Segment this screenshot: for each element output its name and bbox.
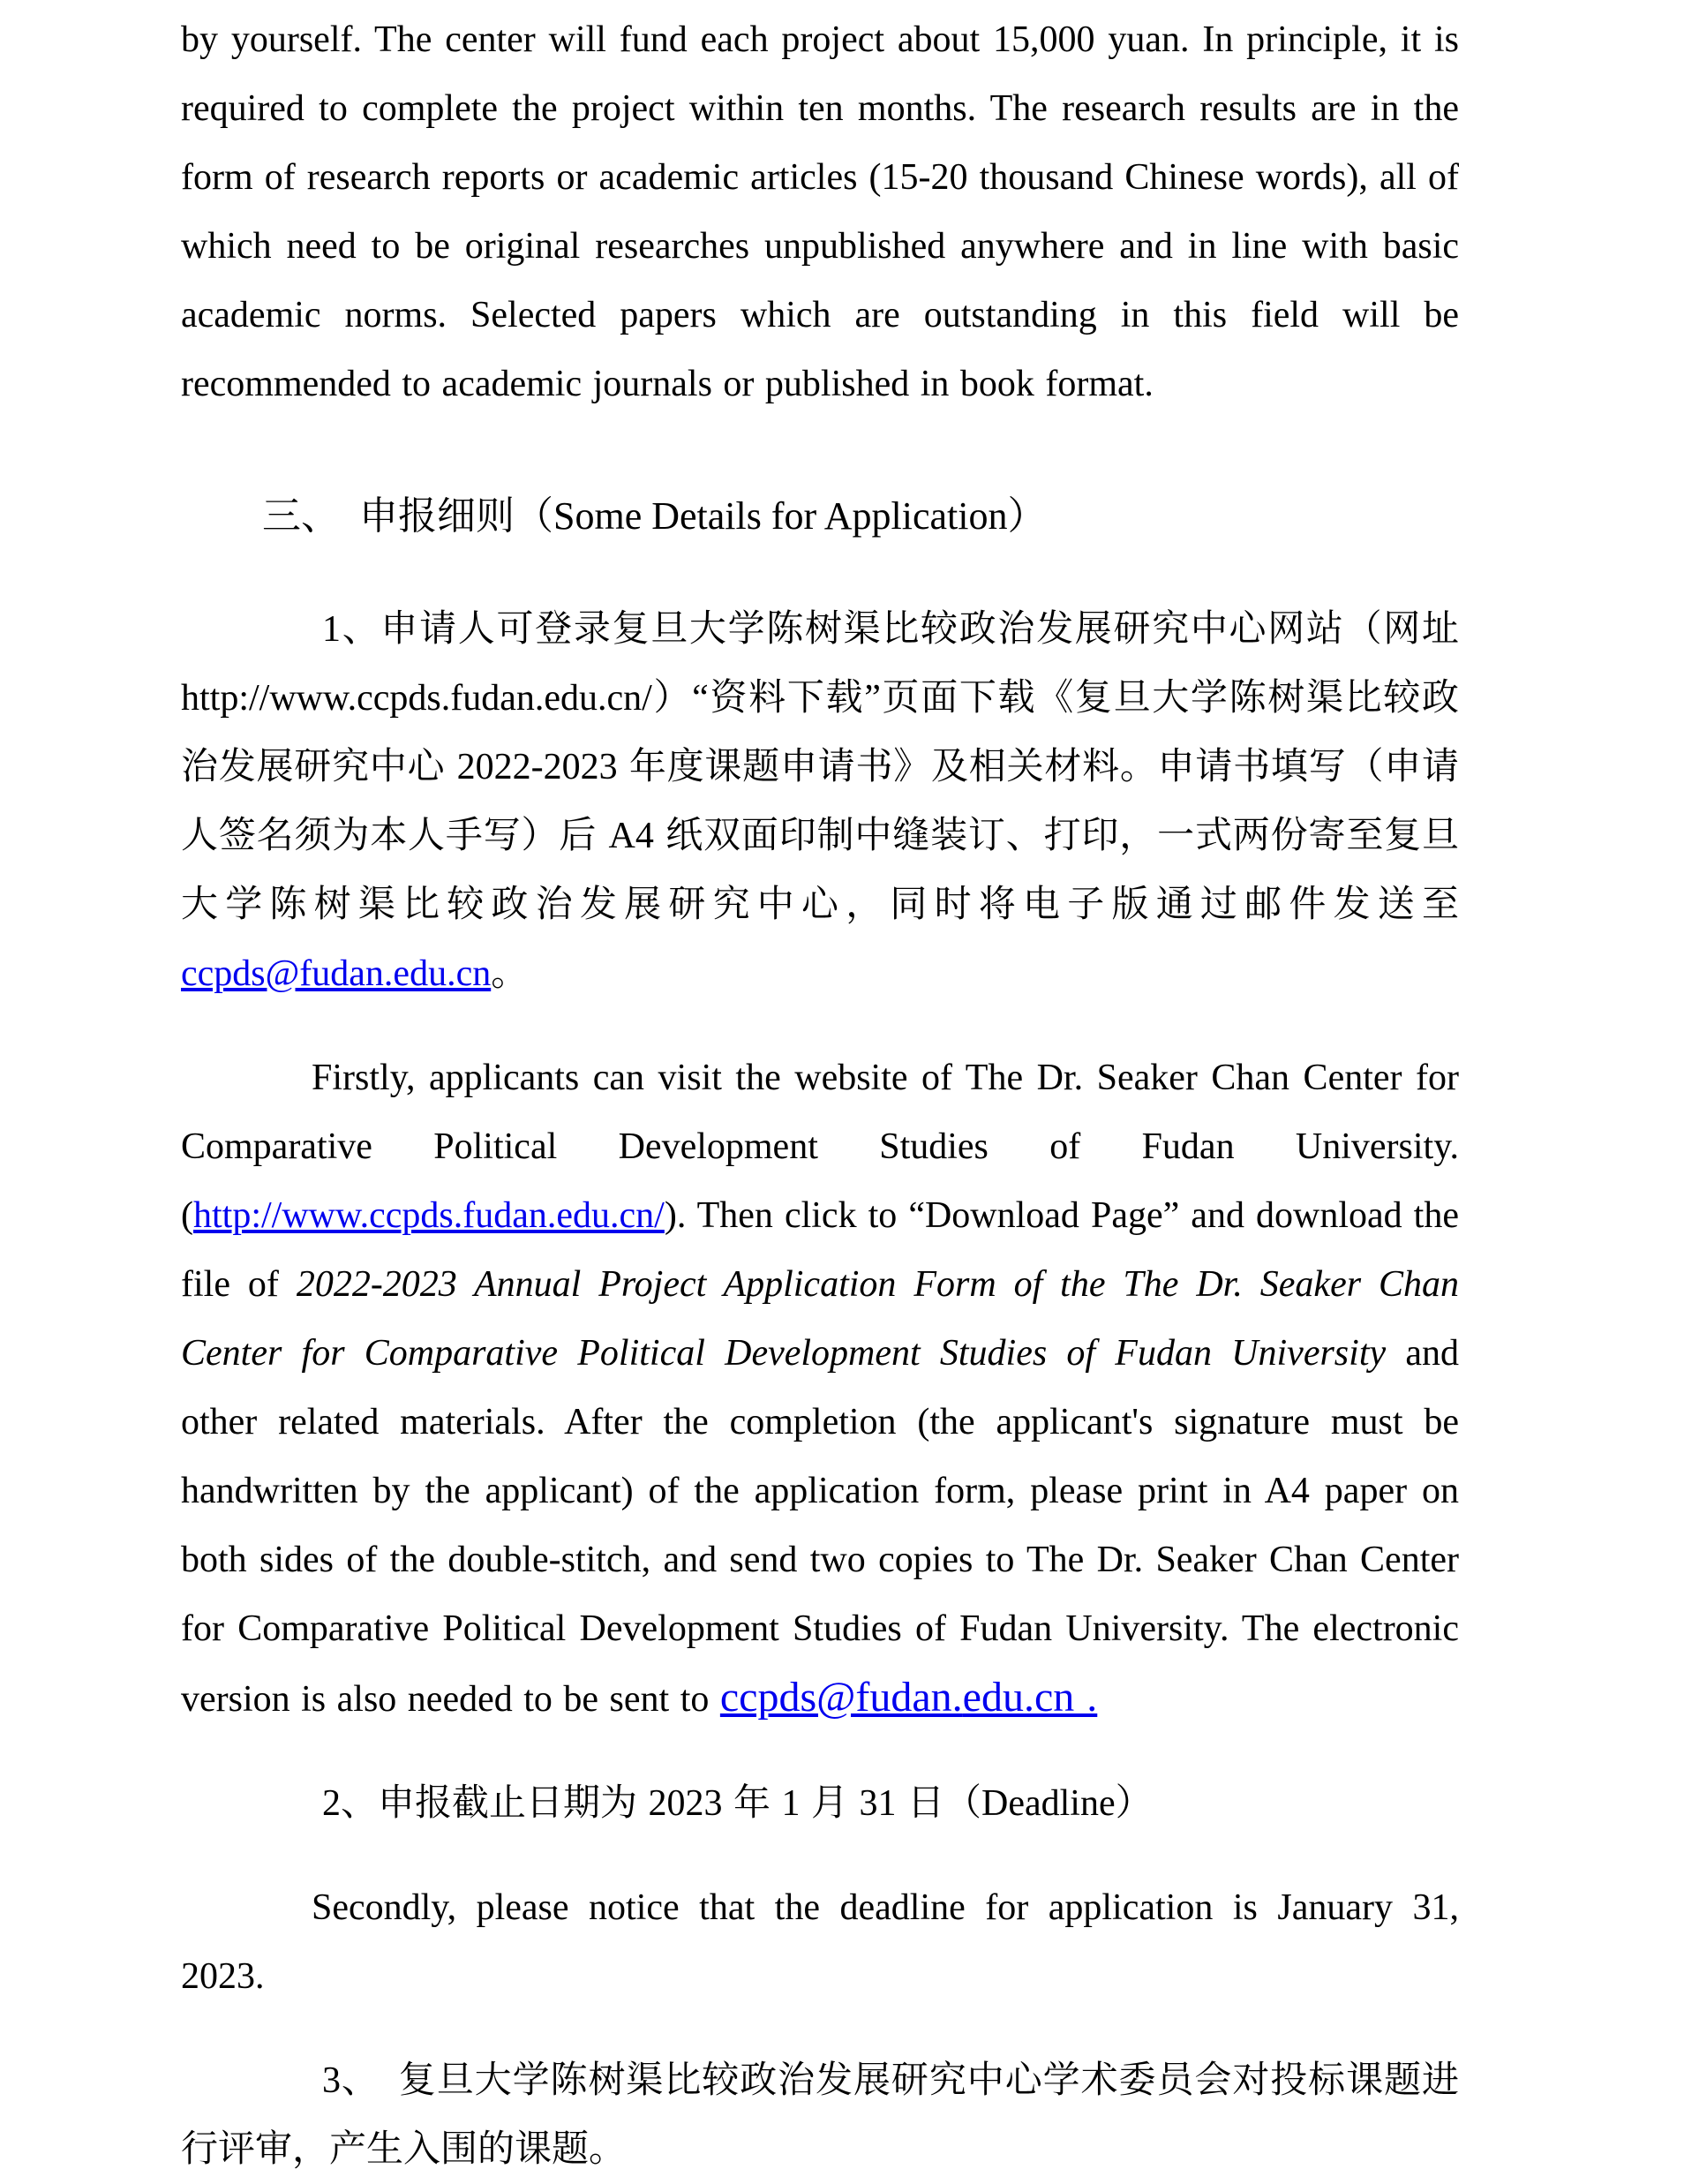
en1-text-part1: Firstly, applicants can visit the website of The Dr. Seaker Chan Center for Comparative Political Development Studies of Fudan University. ( xyxy=(181,1058,1459,1236)
en1-email-link-part1[interactable]: ccpds@fudan. xyxy=(719,1674,963,1721)
cn1-text-after-url: ）“资料下载”页面下载《复旦大学陈树渠比较政治发展研究中心 2022-2023 年度课题申请书》及相关材料。申请书填写（申请人签名须为本人手写）后 A4 纸双面印制中缝装订、打印，一式两份寄至复旦大学陈树渠比较政治发展研究中心，同时将电子版通过邮件发送至 xyxy=(181,678,1459,925)
paragraph-en-deadline: Secondly, please notice that the deadline for application is January 31, 2023. xyxy=(181,1887,1459,1997)
cn1-email-link[interactable]: ccpds@fudan.edu.cn xyxy=(181,953,492,994)
paragraph-en-application-step1 xyxy=(181,1043,1459,1734)
en1-website-link[interactable]: http://www.ccpds.fudan.edu.cn/ xyxy=(193,1195,665,1236)
en1-text-part2: ). Then click to “Download Page” and download the file of xyxy=(181,1195,1459,1305)
paragraph-cn-application-step1 xyxy=(181,595,1459,1008)
paragraph-cn-review-committee: 3、 复旦大学陈树渠比较政治发展研究中心学术委员会对投标课题进行评审，产生入围的课题。 xyxy=(181,2060,1459,2170)
en1-email-link-part2[interactable]: edu.cn . xyxy=(962,1674,1098,1721)
paragraph-cn-deadline: 2、申报截止日期为 2023 年 1 月 31 日（Deadline） xyxy=(322,1783,1153,1824)
paragraph-funding-terms: by yourself. The center will fund each project about 15,000 yuan. In principle, it is required to complete the project within ten months. The research results are in the form of research reports or academic articles (15-20 thousand Chinese words), all of which need to be original researches unpublished anywhere and in line with basic academic norms. Selected papers which are outstanding in this field will be recommended to academic journals or published in book format. xyxy=(181,19,1459,404)
cn1-closing-punctuation: 。 xyxy=(491,953,529,994)
cn1-center-website-url: http://www.ccpds.fudan.edu.cn/ xyxy=(181,678,652,719)
section-heading-application-details: 三、 申报细则（Some Details for Application） xyxy=(262,494,1047,538)
en1-application-form-title: 2022-2023 Annual Project Application Form of the The Dr. Seaker Chan Center for Comparative Political Development Studies of Fudan University xyxy=(181,1264,1459,1374)
cn1-text-before-url: 1、申请人可登录复旦大学陈树渠比较政治发展研究中心网站（网址 xyxy=(322,609,1459,650)
en1-text-part3: and other related materials. After the completion (the applicant's signature must be handwritten by the applicant) of the application form, please print in A4 paper on both sides of the double-stitch, and send two copies to The Dr. Seaker Chan Center for Comparative Political Development Studies of Fudan University. The electronic version is also needed to be sent to xyxy=(181,1333,1459,1720)
